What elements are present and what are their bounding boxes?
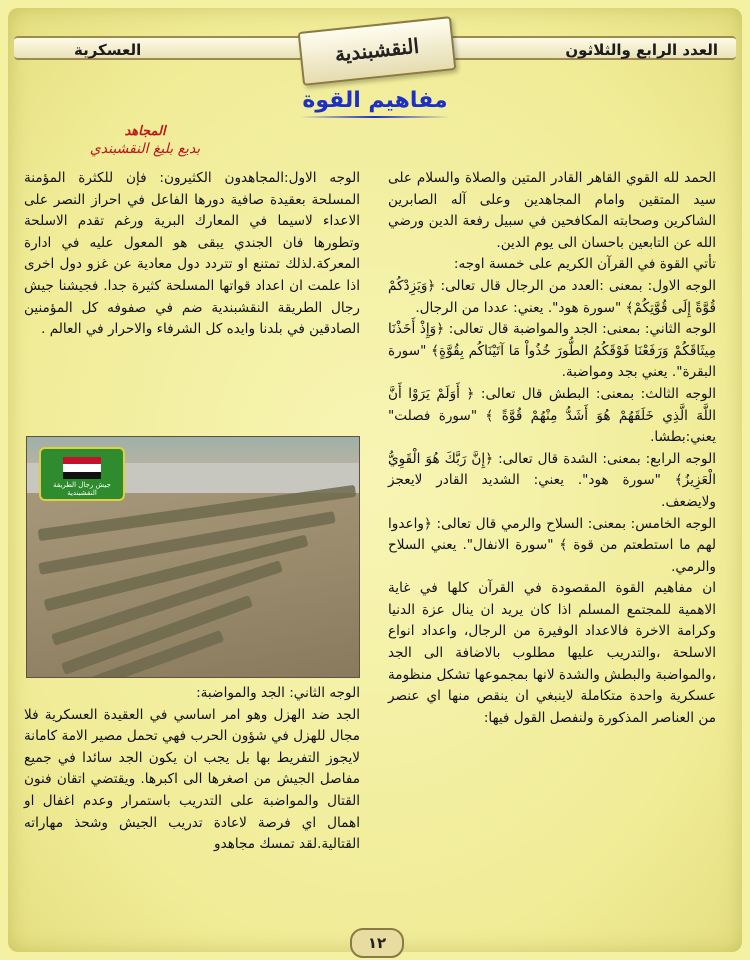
army-emblem [39,447,125,501]
paragraph: الحمد لله القوي القاهر القادر المتين والصلاة والسلام على سيد المتقين وامام المجاهدين وعلى آله الصابرين الشاكرين وصحابته المكافحين في سبيل رفعة الدين ورضي الله عن التابعين باحسان الى يوم الدين. [388,170,716,251]
header [0,14,750,67]
emblem-text: جيش رجال الطريقة النقشبندية [53,481,111,497]
author-title: المجاهد [124,124,166,139]
article-title: مفاهيم القوة [302,88,448,113]
flag-icon [63,457,101,479]
issue-label: العدد الرابع والثلاثون [446,36,736,60]
left-column-top [24,168,360,341]
paragraph: الوجه الاول: بمعنى :العدد من الرجال قال تعالى: ﴿وَيَزِدْكُمْ قُوَّةً إِلَى قُوَّتِكُمْ﴾ "سورة هود". يعني: عددا من الرجال. [388,277,716,316]
paragraph: تأتي القوة في القرآن الكريم على خمسة اوجه: [453,256,716,273]
magazine-banner: النقشبندية [298,16,457,86]
subheading: الوجه الثاني: الجد والمواضبة: [196,685,360,701]
paragraph: الوجه الرابع: بمعنى: الشدة قال تعالى: ﴿إِنَّ رَبَّكَ هُوَ الْقَوِيُّ الْعَزِيزُ﴾ "سورة هود". يعني: الشديد القادر لايعجز ولايضعف. [388,450,716,510]
title-underline [300,116,450,118]
right-column [388,168,716,729]
author-block [60,124,230,157]
paragraph: الوجه الثالث: بمعنى: البطش قال تعالى: ﴿ أَوَلَمْ يَرَوْا أَنَّ اللَّهَ الَّذِي خَلَقَهُمْ هُوَ أَشَدُّ مِنْهُمْ قُوَّةً ﴾ "سورة فصلت" يعني:بطشا. [388,385,716,446]
paragraph: الوجه الخامس: بمعنى: السلاح والرمي قال تعالى: ﴿واعدوا لهم ما استطعتم من قوة ﴾ "سورة الانفال". يعني السلاح والرمي. [388,515,716,575]
section-label: العسكرية [14,36,304,60]
left-column-bottom [24,683,360,856]
author-name: بديع بليغ النقشبندي [89,141,201,157]
paragraph: الوجه الثاني: بمعنى: الجد والمواضبة قال تعالى: ﴿وَإِذْ أَخَذْنَا مِيثَاقَكُمْ وَرَفَعْنَا فَوْقَكُمُ الطُّورَ خُذُواْ مَا آتَيْنَاكُم بِقُوَّةٍ﴾ "سورة البقرة". يعني بجد ومواضبة. [388,321,716,381]
paragraph: الوجه الاول:المجاهدون الكثيرون: فإن للكثرة المؤمنة المسلحة بعقيدة صافية دورها الفاعل في احراز النصر على الاعداء لاسيما في المعارك البرية ورغم تقدم الاسلحة وتطورها فان الجندي يبقى هو المعول عليه في ادارة المعركة.لذلك تمتنع او تتردد دول معادية عن غزو دول اخرى اذا علمت ان اعداد قواتها المسلحة كثيرة جدا. فجيشنا جيش رجال الطريقة النقشبندية ضم في صفوفه كل المؤمنين الصادقين في بلدنا وايده كل الشرفاء والاحرار في العالم . [24,170,360,338]
soldiers-photo [26,436,360,678]
paragraph: ان مفاهيم القوة المقصودة في القرآن كلها في غاية الاهمية للمجتمع المسلم اذا كان يريد ان ينال عزة الدنيا وكرامة الاخرة فالاعداد الوفيرة من الرجال، واعداد انواع الاسلحة ،والتدريب عليها مطلوب بالاضافة الى الجد ،والمواضبة والبطش والشدة لانها بمجموعها تشكل منظومة عسكرية واحدة متكاملة لاينبغي ان ينقص منها اي عنصر من العناصر المذكورة ولنفصل القول فيها: [388,580,716,726]
paragraph: الجد ضد الهزل وهو امر اساسي في العقيدة العسكرية فلا مجال للهزل في شؤون الحرب فهي تحمل مصير الامة كامانة لايجوز التفريط بها بل يجب ان يكون الجد سائدا في جميع مفاصل الجيش من اصغرها الى اكبرها. ويقتضي اتقان فنون القتال والمواضبة على التدريب باستمرار وعدم اغفال او اهمال اي فرصة لاعادة تدريب الجيش وشحذ مهاراته القتالية.لقد تمسك مجاهدو [24,706,360,853]
page-number: ١٢ [350,928,404,958]
